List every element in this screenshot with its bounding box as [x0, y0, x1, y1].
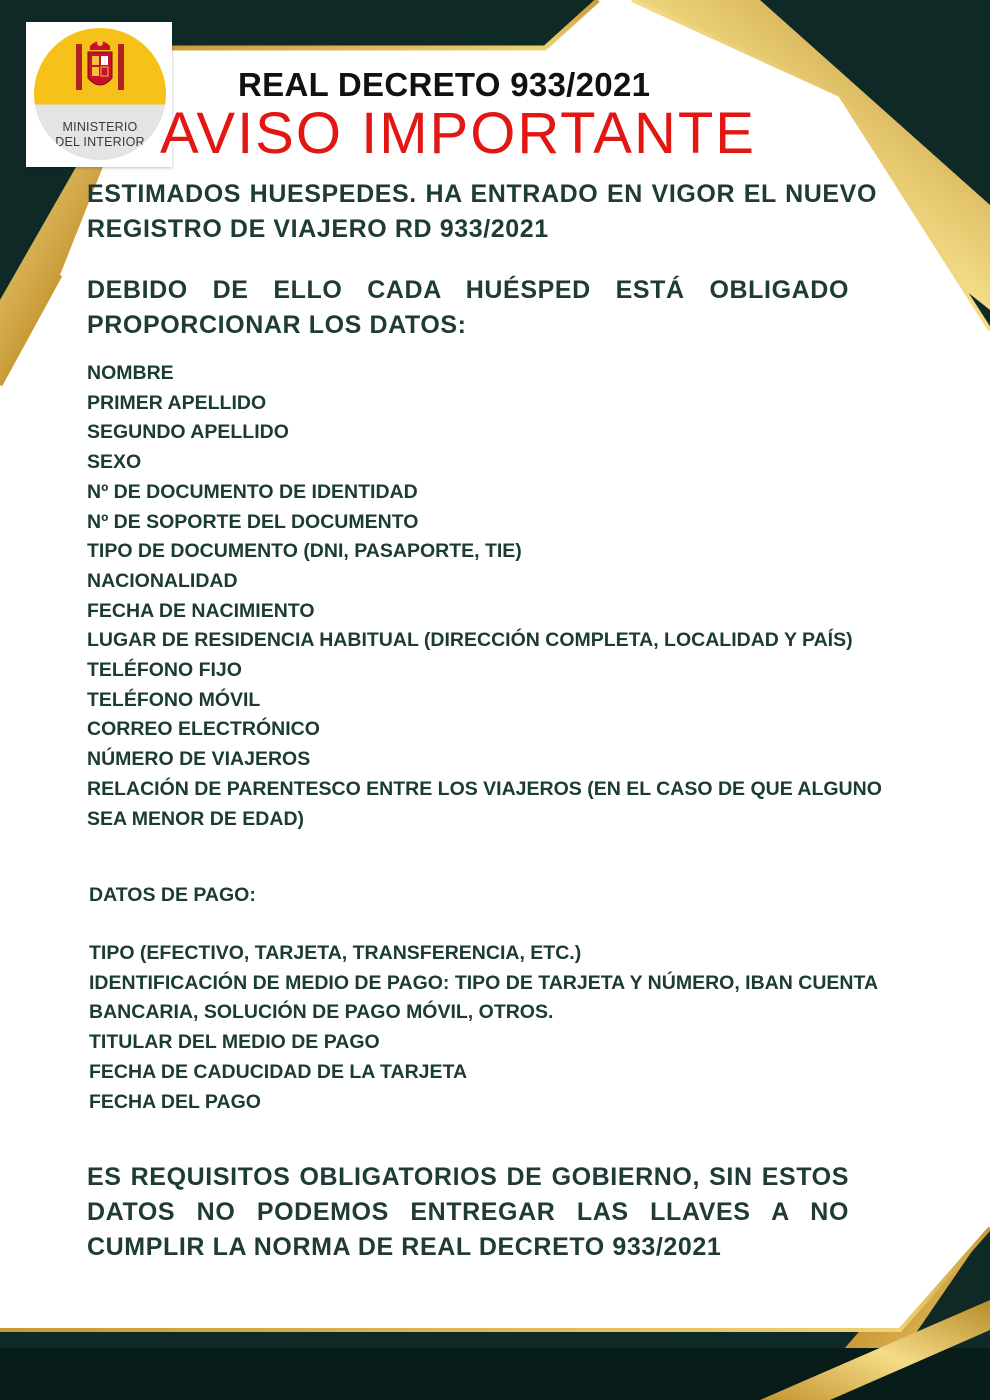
list-item: IDENTIFICACIÓN DE MEDIO DE PAGO: TIPO DE TARJETA Y NÚMERO, IBAN CUENTA BANCARIA, SOLUCIÓN DE PAGO MÓVIL, OTROS. — [89, 971, 878, 1024]
obligation-paragraph: DEBIDO DE ELLO CADA HUÉSPED ESTÁ OBLIGADO PROPORCIONAR LOS DATOS: — [87, 276, 849, 339]
notice-title: AVISO IMPORTANTE — [160, 101, 756, 166]
closing-paragraph: ES REQUISITOS OBLIGATORIOS DE GOBIERNO, SIN ESTOS DATOS NO PODEMOS ENTREGAR LAS LLAVES A NO CUMPLIR LA NORMA DE REAL DECRETO 933/2021 — [87, 1163, 849, 1261]
list-item: SEXO — [87, 451, 142, 474]
list-item: TITULAR DEL MEDIO DE PAGO — [89, 1031, 380, 1054]
payment-heading: DATOS DE PAGO: — [89, 884, 256, 906]
list-item: NÚMERO DE VIAJEROS — [87, 748, 311, 771]
list-item: PRIMER APELLIDO — [87, 391, 267, 414]
logo-line-2: DEL INTERIOR — [55, 135, 145, 149]
list-item: TELÉFONO MÓVIL — [87, 688, 261, 711]
list-item: Nº DE SOPORTE DEL DOCUMENTO — [87, 510, 419, 533]
list-item: TIPO (EFECTIVO, TARJETA, TRANSFERENCIA, ETC.) — [89, 942, 582, 964]
list-item: FECHA DEL PAGO — [89, 1090, 261, 1113]
logo-disc — [34, 28, 166, 160]
list-item: TELÉFONO FIJO — [87, 659, 242, 682]
list-item: NOMBRE — [87, 362, 174, 384]
list-item: LUGAR DE RESIDENCIA HABITUAL (DIRECCIÓN COMPLETA, LOCALIDAD Y PAÍS) — [87, 629, 853, 652]
list-item: FECHA DE CADUCIDAD DE LA TARJETA — [89, 1060, 468, 1083]
list-item: Nº DE DOCUMENTO DE IDENTIDAD — [87, 480, 418, 503]
list-item: SEGUNDO APELLIDO — [87, 421, 289, 444]
list-item: CORREO ELECTRÓNICO — [87, 718, 320, 741]
decree-title: REAL DECRETO 933/2021 — [238, 66, 651, 103]
list-item: TIPO DE DOCUMENTO (DNI, PASAPORTE, TIE) — [87, 540, 522, 563]
list-item: RELACIÓN DE PARENTESCO ENTRE LOS VIAJEROS (EN EL CASO DE QUE ALGUNO SEA MENOR DE EDAD) — [87, 777, 882, 830]
payment-fields-list — [89, 939, 889, 1117]
ministry-logo — [26, 22, 172, 167]
list-item: NACIONALIDAD — [87, 569, 238, 592]
required-fields-list — [87, 359, 887, 834]
logo-line-1: MINISTERIO — [62, 120, 138, 134]
list-item: FECHA DE NACIMIENTO — [87, 599, 315, 622]
intro-paragraph: ESTIMADOS HUESPEDES. HA ENTRADO EN VIGOR EL NUEVO REGISTRO DE VIAJERO RD 933/2021 — [87, 180, 877, 243]
coat-of-arms-icon — [70, 34, 130, 106]
